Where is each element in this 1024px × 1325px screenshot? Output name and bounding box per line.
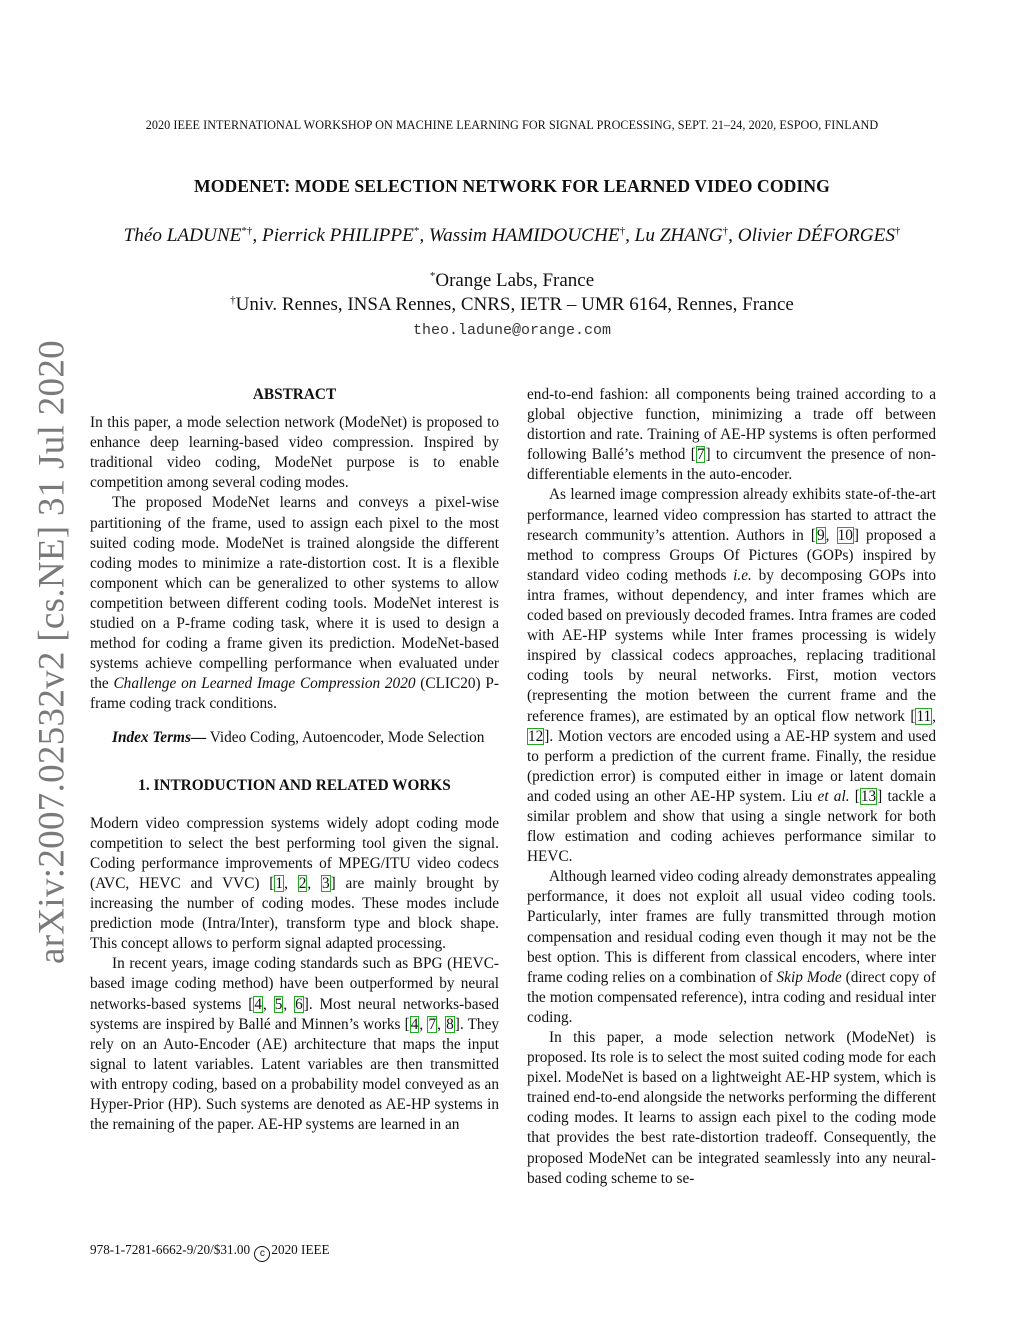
intro-text: Although learned video coding already demonstrates appealing performance, it does not exploit all usual video coding tools. Particularly, inter frames are fully transmitted through motion compensation and residual coding even though it may not be the best option. This is different from classical encoders, where inter frame coding relies on a combination of (527, 868, 936, 986)
author-name: Wassim HAMIDOUCHE (428, 225, 620, 246)
author-affiliation-mark: † (894, 225, 901, 237)
intro-text: ] proposed a method to compress Groups Of Pictures (GOPs) inspired by standard video coding methods (527, 526, 936, 584)
intro-paragraph: Modern video compression systems widely adopt coding mode competition to select the best performing tool given the signal. Coding performance improvements of MPEG/ITU video codecs (AVC, HEVC and VVC) [1, 2, 3] are mainly brought by increasing the number of coding modes. These modes include prediction mode (Intra/Inter), transform type and block shape. This concept allows to perform signal adapted processing. (90, 814, 500, 953)
latin-abbrev: i.e. (733, 566, 752, 584)
intro-paragraph: As learned image compression already exhibits state-of-the-art performance, learned video compression has started to attract the research community’s attention. Authors in [9, 10] proposed a method to compress Groups Of Pictures (GOPs) inspired by standard video coding methods i.e. by decomposing GOPs into intra frames, without dependency, and inter frames which are coded based on previously decoded frames. Intra frames are coded with AE-HP systems while Inter frames processing is widely inspired by classical codecs approaches, replacing traditional coding tools by neural networks. First, motion vectors (representing the motion between the current frame and the reference frames), are estimated by an optical flow network [11, 12]. Motion vectors are encoded using a AE-HP system and used to perform a prediction of the current frame. Finally, the residue (prediction error) is computed either in image or latent domain and coded using an other AE-HP system. Liu et al. [13] tackle a similar problem and show that using a single network for both flow estimation and coding achieves performance similar to HEVC. (527, 486, 936, 866)
affiliation-rennes (0, 294, 1024, 316)
citation-link[interactable]: 4 (410, 1015, 419, 1033)
affiliation-text: Orange Labs, France (435, 270, 595, 291)
intro-text: (direct copy of the motion compensated reference), intra coding and residual inter coding. (527, 968, 936, 1026)
abstract-text: The proposed ModeNet learns and conveys a pixel-wise partitioning of the frame, used to assign each pixel to the most suited coding mode. ModeNet is trained alongside the different coding modes to minimize a rate-distortion cost. It is a flexible component which can be generalized to other systems to allow competition between different coding tools. ModeNet interest is studied on a P-frame coding task, where it is used to design a method for coding a frame given its prediction. ModeNet-based systems achieve compelling performance when evaluated under the (90, 494, 499, 693)
citation-link[interactable]: 12 (528, 727, 544, 745)
copyright-text: 2020 IEEE (271, 1242, 330, 1257)
citation-link[interactable]: 3 (322, 874, 330, 892)
intro-paragraph: In this paper, a mode selection network (ModeNet) is proposed. Its role is to select the most suited coding mode for each pixel. ModeNet is based on a lightweight AE-HP system, which is trained end-to-end alongside the networks performing the different coding modes. It learns to assign each pixel to the coding mode that provides the best rate-distortion tradeoff. Consequently, the proposed ModeNet can be integrated seamlessly into any neural-based coding scheme to se- (527, 1029, 936, 1187)
copyright-icon: c (254, 1246, 270, 1262)
affiliation-text: Univ. Rennes, INSA Rennes, CNRS, IETR – UMR 6164, Rennes, France (235, 294, 794, 315)
right-column (527, 385, 936, 1189)
intro-paragraph (527, 867, 936, 1028)
intro-text: tackle a similar problem and show that using a single network for both flow estimation and coding achieves performance similar to HEVC. (527, 787, 936, 866)
abstract-heading: ABSTRACT (252, 386, 337, 403)
citation-link[interactable]: 7 (696, 446, 705, 464)
index-terms-text: Video Coding, Autoencoder, Mode Selection (206, 728, 485, 746)
intro-text: by decomposing GOPs into intra frames, without dependency, and inter frames which are coded based on previously decoded frames. Intra frames are coded with AE-HP systems while Inter frames processing is widely inspired by classical codecs approaches, replacing traditional coding tools by neural networks. First, motion vectors (representing the motion between the current frame and the reference frames), are estimated by an optical flow network [ (527, 566, 936, 725)
intro-text: As learned image compression already exhibits state-of-the-art performance, learned video compression has started to attract the research community’s attention. Authors in [ (527, 486, 936, 544)
abstract-text: (CLIC20) P-frame coding track conditions. (90, 675, 499, 713)
author-affiliation-mark: * (413, 225, 420, 237)
citation-link[interactable]: 5 (274, 995, 283, 1013)
citation-link[interactable]: 8 (446, 1015, 454, 1033)
intro-text: end-to-end fashion: all components being trained according to a global objective function, minimizing a trade off between distortion and rate. Training of AE-HP systems is often performed following Ballé’s method [ (527, 386, 936, 464)
paper-title: MODENET: MODE SELECTION NETWORK FOR LEARNED VIDEO CODING (194, 176, 830, 196)
intro-paragraph: In recent years, image coding standards such as BPG (HEVC-based image coding method) have been outperformed by neural networks-based systems [4, 5, 6]. Most neural networks-based systems are inspired by Ballé and Minnen’s works [4, 7, 8]. They rely on an Auto-Encoder (AE) architecture that maps the input signal to latent variables. Latent variables are then transmitted with entropy coding, based on a probability model conveyed as an Hyper-Prior (HP). Such systems are denoted as AE-HP systems in the remaining of the paper. AE-HP systems are learned in an (90, 955, 500, 1134)
author-name: Théo LADUNE (123, 225, 242, 246)
intro-text: ]. They rely on an Auto-Encoder (AE) architecture that maps the input signal to latent variables. Latent variables are then transmitted with entropy coding, based on a probability model conveyed as an Hyper-Prior (HP). Such systems are denoted as AE-HP systems in the remaining of the paper. AE-HP systems are learned in an (90, 1015, 500, 1134)
intro-text: ]. Most neural networks-based systems are inspired by Ballé and Minnen’s works [ (90, 995, 499, 1033)
copyright-footer (90, 1242, 330, 1262)
intro-heading: 1. INTRODUCTION AND RELATED WORKS (138, 776, 451, 794)
author-separator: , (625, 225, 635, 246)
author-affiliation-mark: *† (241, 225, 253, 237)
author-affiliation-mark: † (722, 225, 729, 237)
author-separator: , (252, 225, 262, 246)
intro-text: ] are mainly brought by increasing the number of coding modes. These modes include prediction mode (Intra/Inter), transform type and block shape. This concept allows to perform signal adapted processing. (90, 874, 500, 953)
conference-header: 2020 IEEE INTERNATIONAL WORKSHOP ON MACHINE LEARNING FOR SIGNAL PROCESSING, SEPT. 21–24, 2020, ESPOO, FINLAND (145, 118, 879, 132)
author-separator: , (419, 225, 429, 246)
author-name: Lu ZHANG (634, 225, 723, 246)
intro-paragraph (527, 385, 936, 485)
abstract-paragraph: In this paper, a mode selection network (ModeNet) is proposed to enhance deep learning-based video compression. Inspired by traditional video coding, ModeNet purpose is to enable competition among several coding modes. (90, 414, 499, 492)
index-terms-label: Index Terms— (112, 728, 207, 746)
affiliation-orange (0, 270, 1024, 292)
citation-link[interactable]: 1 (275, 874, 284, 892)
citation-link[interactable]: 4 (254, 995, 262, 1013)
intro-text: In recent years, image coding standards such as BPG (HEVC-based image coding method) have been outperformed by neural networks-based systems [ (90, 955, 499, 1013)
isbn-text: 978-1-7281-6662-9/20/$31.00 (90, 1242, 254, 1257)
intro-text: Modern video compression systems widely adopt coding mode competition to select the best performing tool given the signal. Coding performance improvements of MPEG/ITU video codecs (AVC, HEVC and VVC) [ (90, 814, 499, 892)
challenge-name: Challenge on Learned Image Compression 2020 (113, 675, 416, 693)
intro-text: ] to circumvent the presence of non-differentiable elements in the auto-encoder. (527, 446, 937, 484)
skip-mode-term: Skip Mode (776, 968, 842, 986)
citation-link[interactable]: 9 (817, 526, 825, 544)
arxiv-identifier[interactable]: arXiv:2007.02532v2 [cs.NE] 31 Jul 2020 (31, 340, 73, 964)
latin-abbrev: et al. (817, 787, 850, 805)
author-separator: , (728, 225, 738, 246)
citation-link[interactable]: 7 (428, 1015, 437, 1033)
citation-link[interactable]: 13 (860, 787, 877, 805)
left-column (90, 385, 499, 1135)
affiliation-mark: † (230, 294, 236, 306)
citation-link[interactable]: 6 (295, 995, 303, 1013)
citation-link[interactable]: 2 (298, 874, 307, 892)
affiliation-mark: * (429, 270, 436, 282)
author-name: Pierrick PHILIPPE (261, 225, 414, 246)
author-affiliation-mark: † (619, 225, 626, 237)
abstract-paragraph (90, 493, 499, 714)
citation-link[interactable]: 10 (837, 526, 853, 544)
index-terms (90, 728, 499, 748)
author-list (0, 225, 1024, 247)
intro-text: ]. Motion vectors are encoded using a AE-HP system and used to perform a prediction of the current frame. Finally, the residue (prediction error) is computed either in image or latent domain and coded using an other AE-HP system. Liu (527, 727, 936, 805)
author-name: Olivier DÉFORGES (737, 225, 895, 246)
citation-link[interactable]: 11 (916, 707, 932, 725)
author-email[interactable]: theo.ladune@orange.com (412, 322, 612, 339)
